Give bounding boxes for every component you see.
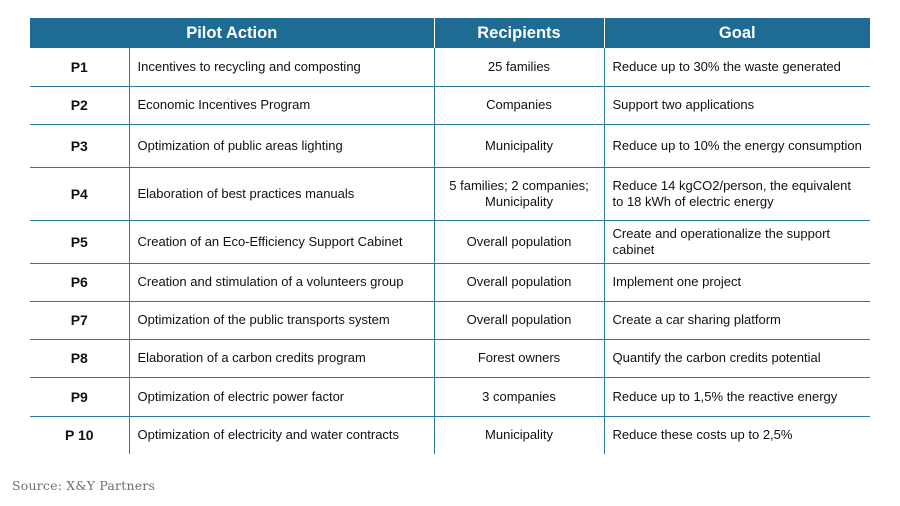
table-row bbox=[30, 220, 870, 263]
pilot-action: Optimization of electricity and water contracts bbox=[129, 416, 434, 454]
pilot-action: Creation and stimulation of a volunteers group bbox=[129, 263, 434, 301]
pilot-goal: Support two applications bbox=[604, 86, 870, 124]
pilot-action: Optimization of the public transports system bbox=[129, 301, 434, 339]
pilot-goal: Reduce up to 1,5% the reactive energy bbox=[604, 377, 870, 416]
pilot-goal: Reduce up to 30% the waste generated bbox=[604, 48, 870, 86]
pilot-goal: Reduce up to 10% the energy consumption bbox=[604, 124, 870, 167]
pilot-action: Optimization of electric power factor bbox=[129, 377, 434, 416]
table-row bbox=[30, 167, 870, 220]
pilot-id: P5 bbox=[30, 220, 129, 263]
table-row bbox=[30, 416, 870, 454]
pilot-goal: Reduce 14 kgCO2/person, the equivalent to 18 kWh of electric energy bbox=[604, 167, 870, 220]
pilot-recipients: 5 families; 2 companies; Municipality bbox=[434, 167, 604, 220]
pilot-recipients: 3 companies bbox=[434, 377, 604, 416]
pilot-recipients: Forest owners bbox=[434, 339, 604, 377]
pilot-recipients: Companies bbox=[434, 86, 604, 124]
header-goal: Goal bbox=[604, 18, 870, 48]
header-pilot-action: Pilot Action bbox=[30, 18, 434, 48]
header-recipients: Recipients bbox=[434, 18, 604, 48]
pilot-goal: Reduce these costs up to 2,5% bbox=[604, 416, 870, 454]
pilot-id: P8 bbox=[30, 339, 129, 377]
pilot-id: P4 bbox=[30, 167, 129, 220]
table-row bbox=[30, 301, 870, 339]
pilot-recipients: Municipality bbox=[434, 416, 604, 454]
pilot-actions-table bbox=[30, 18, 870, 454]
pilot-action: Economic Incentives Program bbox=[129, 86, 434, 124]
pilot-goal: Implement one project bbox=[604, 263, 870, 301]
pilot-recipients: Overall population bbox=[434, 220, 604, 263]
pilot-recipients: 25 families bbox=[434, 48, 604, 86]
pilot-goal: Create and operationalize the support cabinet bbox=[604, 220, 870, 263]
table-row bbox=[30, 86, 870, 124]
pilot-id: P 10 bbox=[64, 427, 94, 444]
pilot-id: P9 bbox=[30, 377, 129, 416]
pilot-recipients: Overall population bbox=[434, 301, 604, 339]
table-row bbox=[30, 124, 870, 167]
pilot-action: Incentives to recycling and composting bbox=[129, 48, 434, 86]
pilot-goal: Create a car sharing platform bbox=[604, 301, 870, 339]
source-note: Source: X&Y Partners bbox=[12, 478, 156, 493]
pilot-action: Creation of an Eco-Efficiency Support Cabinet bbox=[129, 220, 434, 263]
pilot-id: P6 bbox=[30, 263, 129, 301]
pilot-recipients: Overall population bbox=[434, 263, 604, 301]
pilot-id: P1 bbox=[30, 48, 129, 86]
pilot-recipients: Municipality bbox=[434, 124, 604, 167]
table-row bbox=[30, 339, 870, 377]
pilot-goal: Quantify the carbon credits potential bbox=[604, 339, 870, 377]
pilot-id: P2 bbox=[30, 86, 129, 124]
pilot-id: P3 bbox=[30, 124, 129, 167]
pilot-action: Elaboration of best practices manuals bbox=[129, 167, 434, 220]
table-row bbox=[30, 263, 870, 301]
table-header-row bbox=[30, 18, 870, 48]
pilot-action: Elaboration of a carbon credits program bbox=[129, 339, 434, 377]
table-row bbox=[30, 48, 870, 86]
pilot-action: Optimization of public areas lighting bbox=[129, 124, 434, 167]
pilot-id: P7 bbox=[30, 301, 129, 339]
table-row bbox=[30, 377, 870, 416]
